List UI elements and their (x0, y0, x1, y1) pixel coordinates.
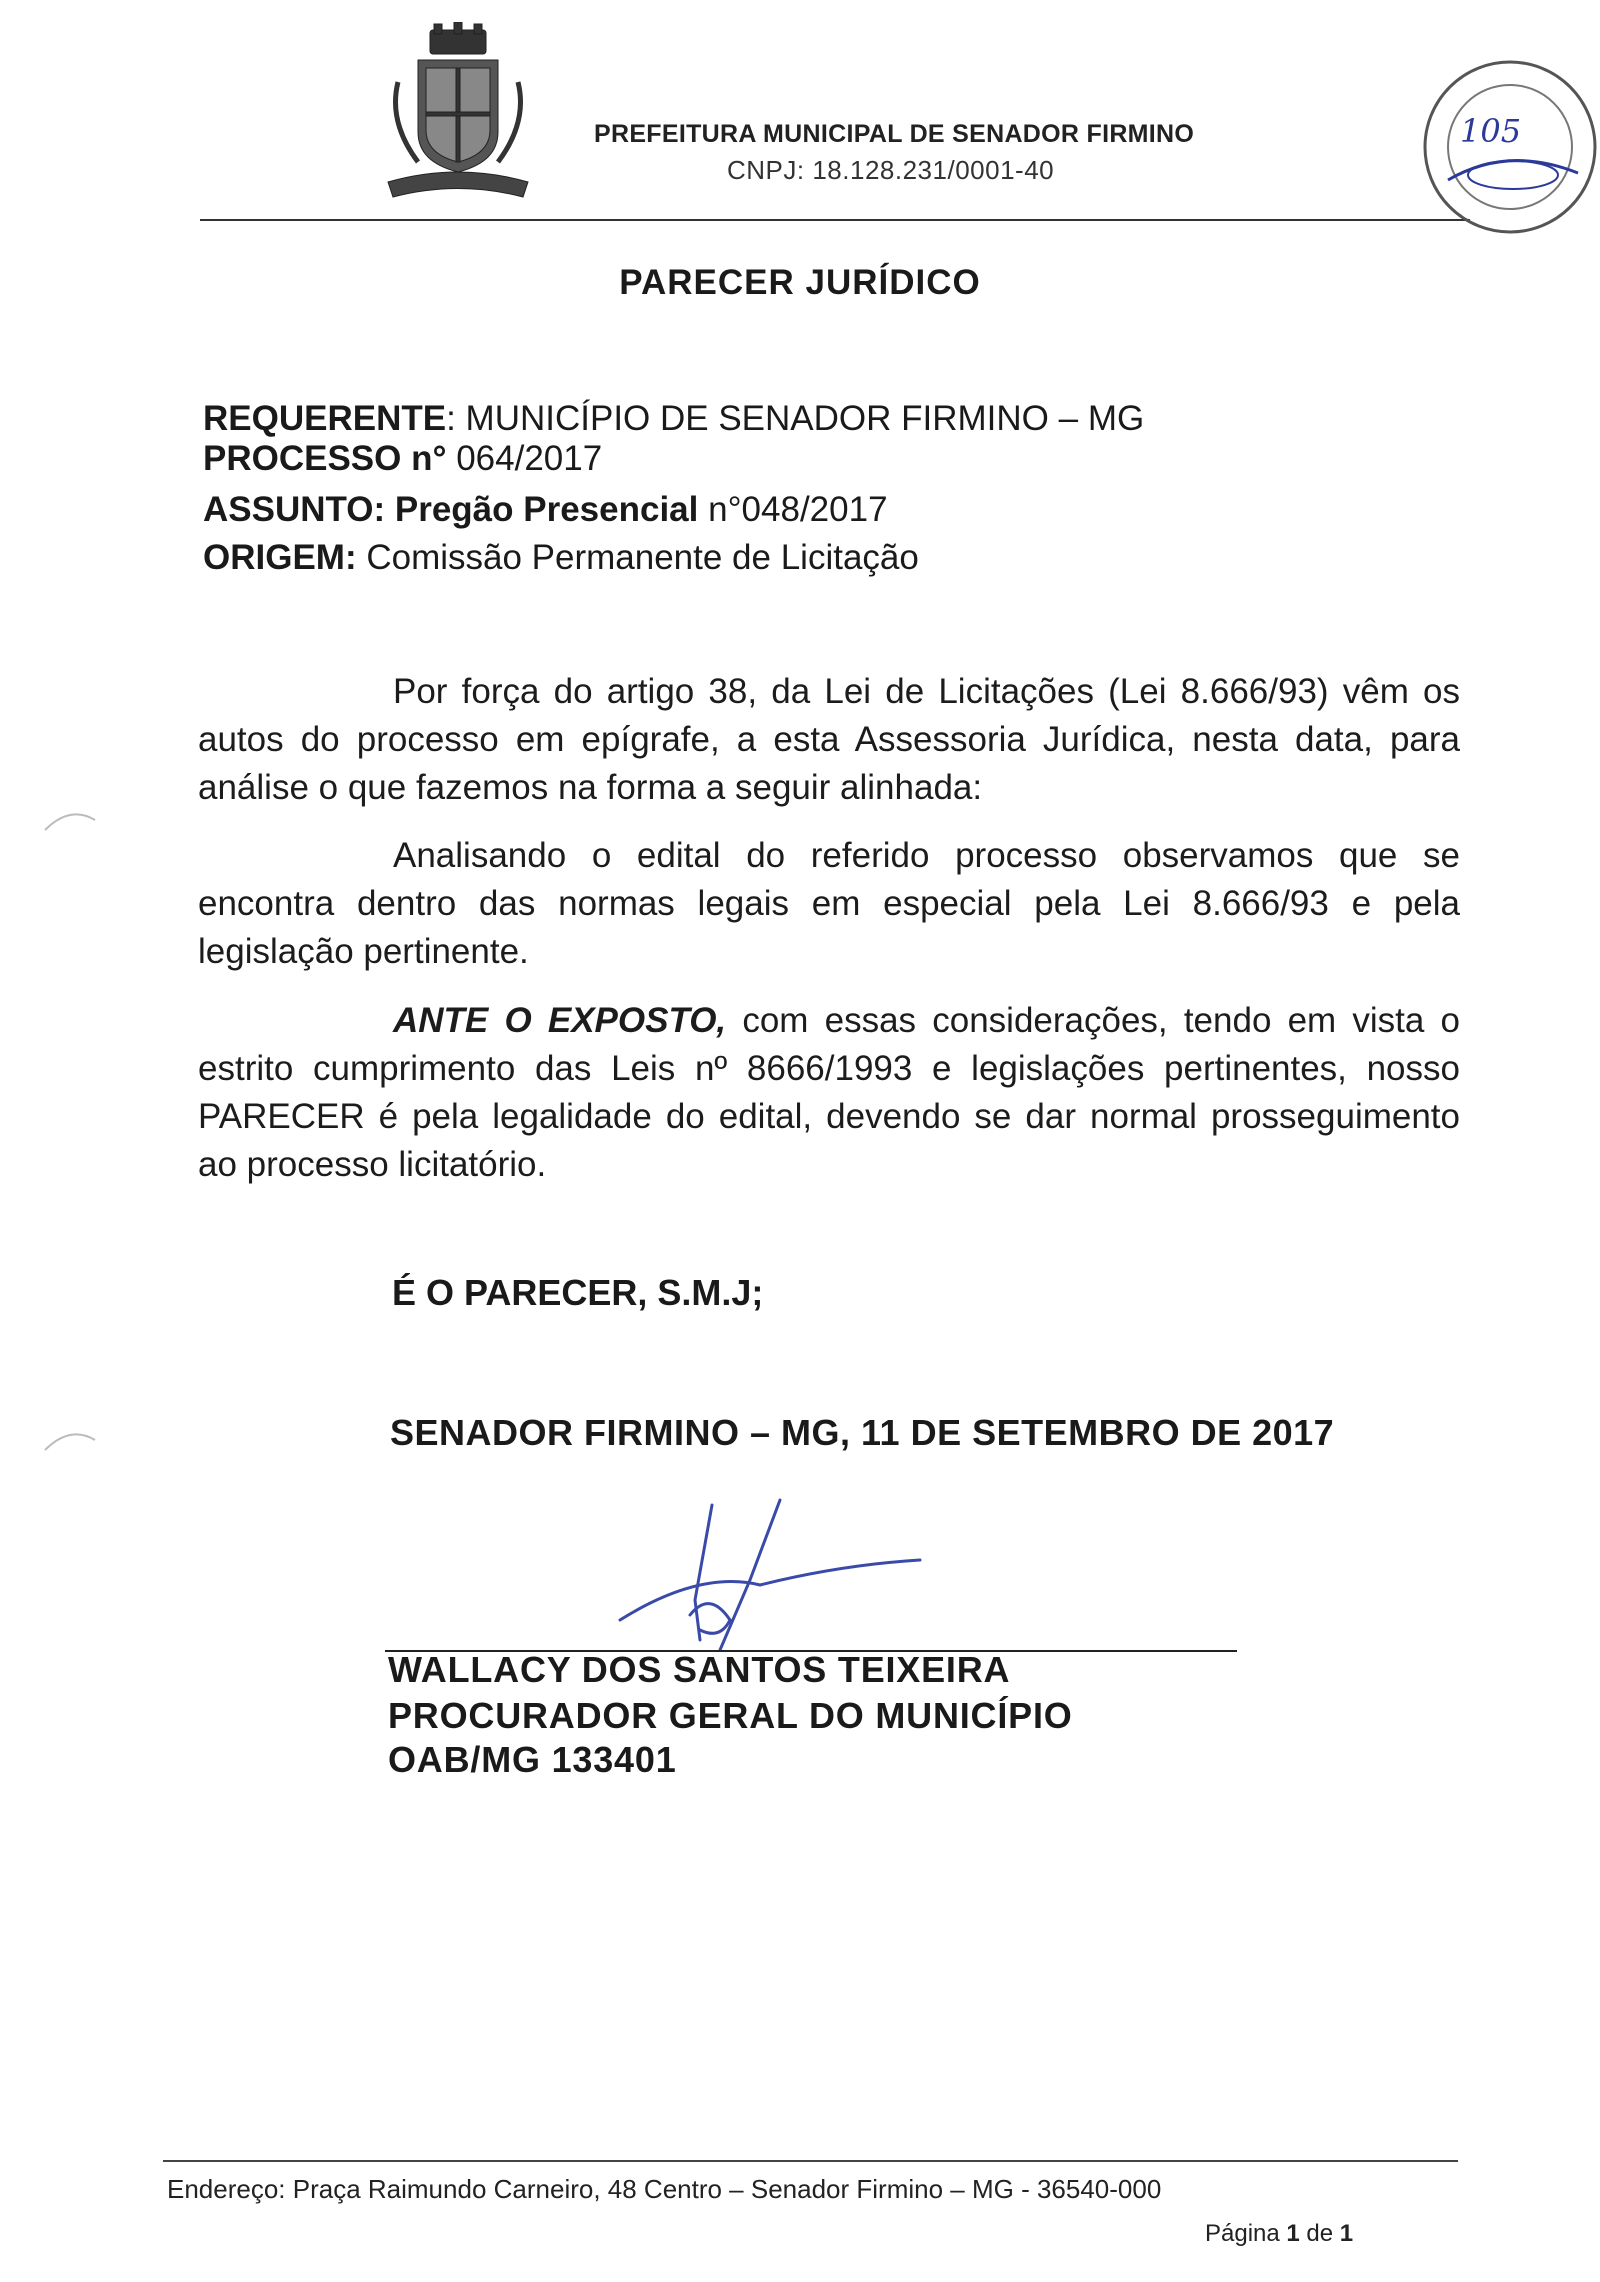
meta-assunto (203, 487, 888, 533)
page-total: 1 (1339, 2220, 1354, 2247)
paragraph-1-text: Por força do artigo 38, da Lei de Licitações (Lei 8.666/93) vêm os autos do processo em epígrafe, a esta Assessoria Jurídica, nesta data, para análise o que fazemos na forma a seguir alinhada: (198, 672, 1460, 807)
organization-cnpj: CNPJ: 18.128.231/0001-40 (727, 155, 1055, 185)
meta-assunto-value: n°048/2017 (698, 490, 888, 529)
paragraph-3-text: com essas considerações, tendo em vista o estrito cumprimento das Leis nº 8666/1993 e legislações pertinentes, nosso PARECER é pela legalidade do edital, devendo se dar normal prosseguimento ao processo licitatório. (198, 1001, 1460, 1184)
footer-divider (163, 2160, 1458, 2162)
place-and-date: SENADOR FIRMINO – MG, 11 DE SETEMBRO DE 2017 (390, 1412, 1335, 1453)
municipal-coat-of-arms-icon (378, 22, 538, 207)
stamp-handwritten-number: 105 (1460, 112, 1522, 150)
meta-processo (203, 436, 602, 482)
meta-processo-label: PROCESSO n° (203, 439, 447, 478)
closing-statement: É O PARECER, S.M.J; (392, 1272, 764, 1313)
document-title: PARECER JURÍDICO (619, 263, 981, 302)
footer-address: Endereço: Praça Raimundo Carneiro, 48 Centro – Senador Firmino – MG - 36540-000 (167, 2174, 1162, 2204)
meta-requerente-value: : MUNICÍPIO DE SENADOR FIRMINO – MG (446, 399, 1145, 438)
signer-name: WALLACY DOS SANTOS TEIXEIRA (388, 1649, 1011, 1690)
page-separator: de (1299, 2220, 1340, 2247)
signer-oab: OAB/MG 133401 (388, 1739, 677, 1780)
signer-role: PROCURADOR GERAL DO MUNICÍPIO (388, 1695, 1073, 1736)
page-prefix: Página (1205, 2220, 1287, 2247)
paragraph-3 (198, 997, 1460, 1189)
handwritten-signature-icon (600, 1490, 940, 1665)
paragraph-3-emphasis: ANTE O EXPOSTO, (393, 1001, 727, 1040)
paragraph-2-text: Analisando o edital do referido processo observamos que se encontra dentro das normas legais em especial pela Lei 8.666/93 e pela legislação pertinente. (198, 836, 1460, 971)
paragraph-2 (198, 832, 1460, 976)
meta-assunto-label: ASSUNTO: Pregão Presencial (203, 490, 699, 529)
meta-requerente-label: REQUERENTE (203, 399, 447, 438)
hole-punch-mark-icon (40, 800, 100, 840)
header-divider (200, 219, 1470, 221)
page-current: 1 (1286, 2220, 1300, 2247)
hole-punch-mark-icon (40, 1420, 100, 1460)
meta-origem (203, 535, 919, 581)
meta-processo-value: 064/2017 (446, 439, 603, 478)
meta-origem-label: ORIGEM: (203, 538, 357, 577)
organization-name: PREFEITURA MUNICIPAL DE SENADOR FIRMINO (594, 120, 1195, 148)
meta-origem-value: Comissão Permanente de Licitação (356, 538, 919, 577)
paragraph-1 (198, 668, 1460, 812)
page-number (1205, 2220, 1353, 2248)
